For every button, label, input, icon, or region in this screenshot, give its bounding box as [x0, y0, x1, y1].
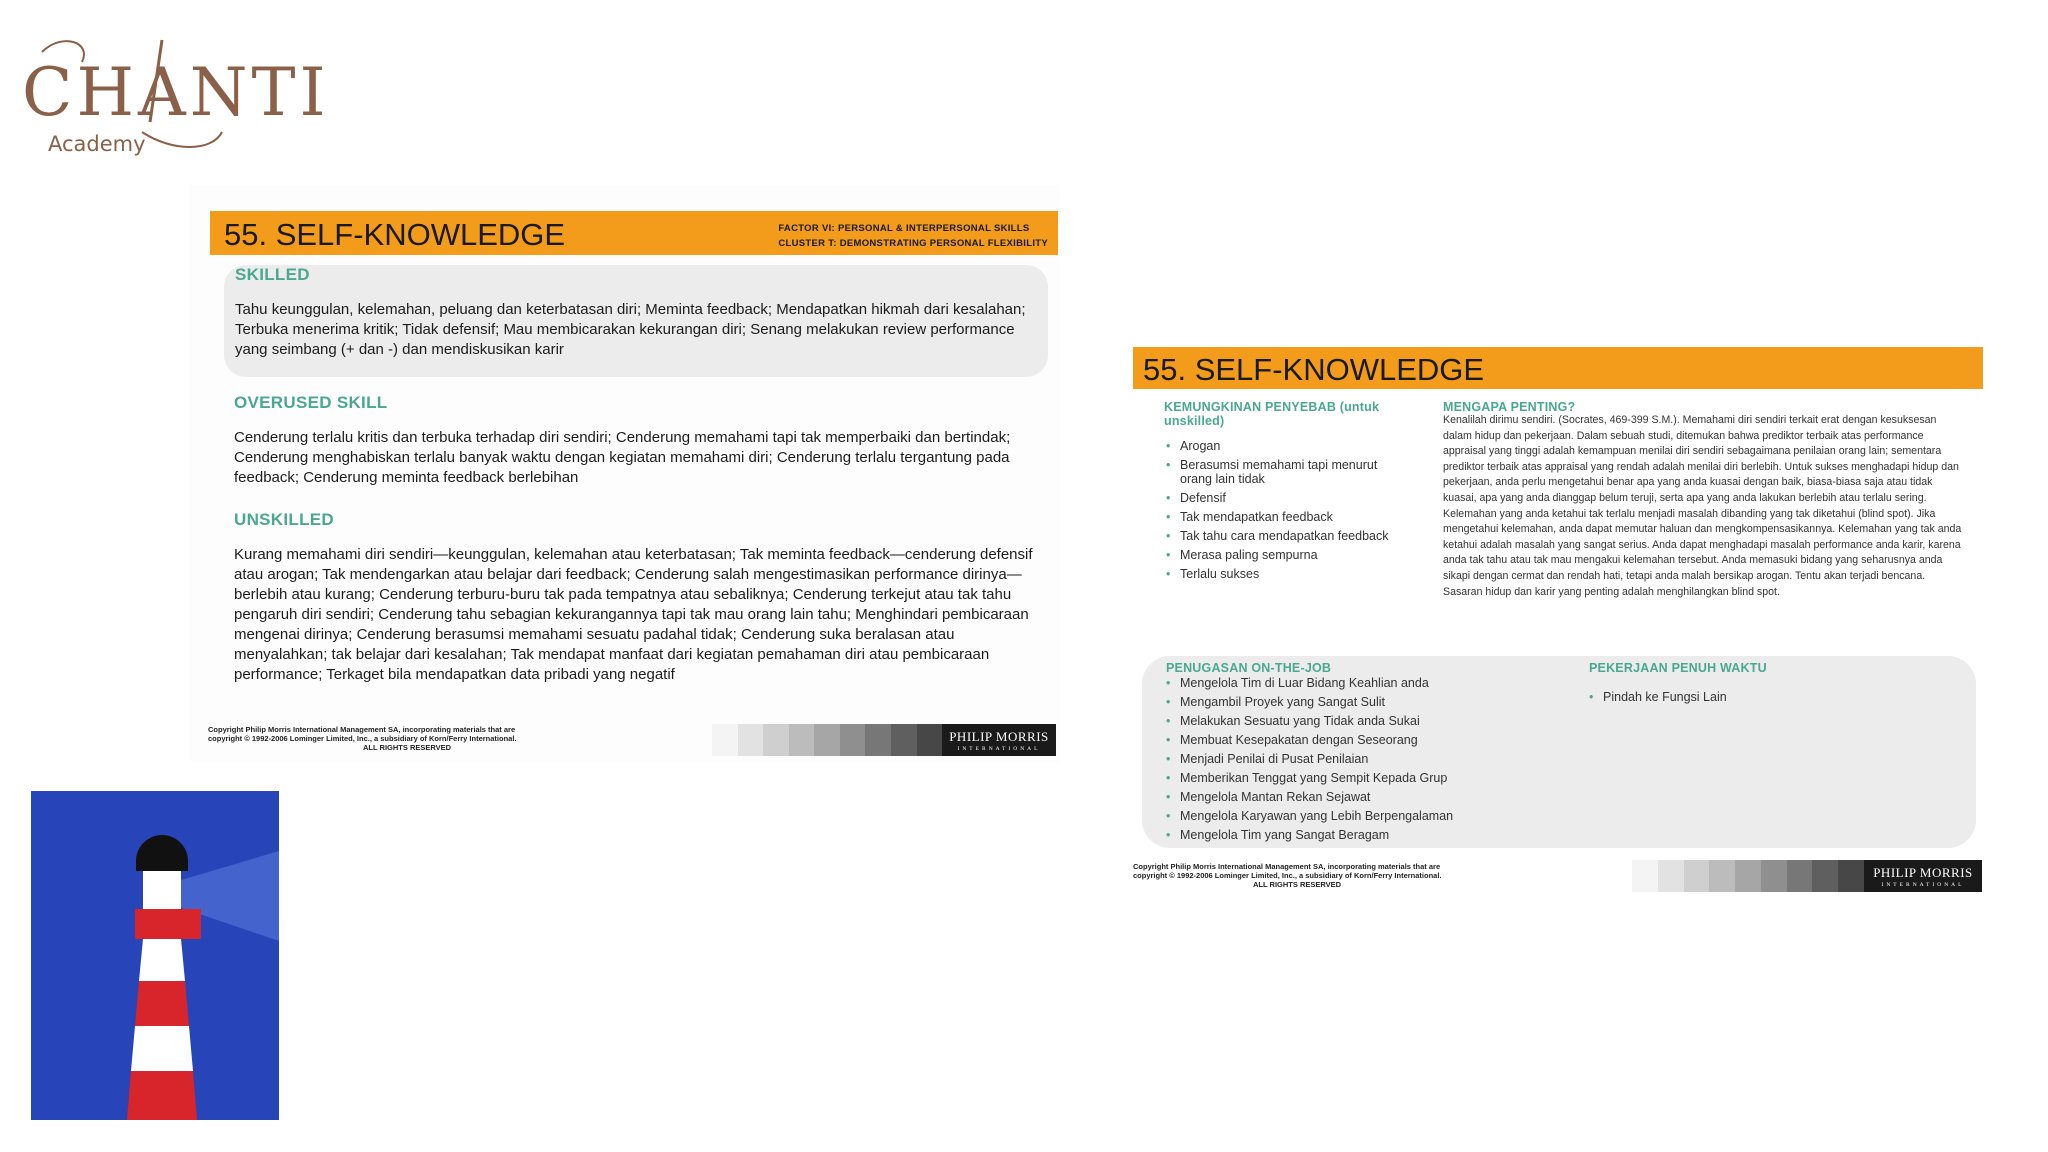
- list-item: • Defensif: [1164, 491, 1394, 505]
- factor-line: FACTOR VI: PERSONAL & INTERPERSONAL SKILLS: [778, 223, 1030, 234]
- pm-logo-line1: PHILIP MORRIS: [949, 729, 1049, 744]
- lighthouse-icon: [31, 791, 279, 1120]
- philip-morris-logo: [942, 724, 1056, 756]
- logo-wordmark: CHANTI: [22, 54, 330, 131]
- list-item: • Membuat Kesepakatan dengan Seseorang: [1164, 733, 1544, 748]
- cluster-line: CLUSTER T: DEMONSTRATING PERSONAL FLEXIBILITY: [778, 238, 1048, 249]
- pm-logo-line2: INTERNATIONAL: [1881, 882, 1965, 888]
- pm-logo-line2: INTERNATIONAL: [957, 746, 1041, 752]
- slide1-title-bar: [210, 211, 1058, 255]
- copyright-line-1: Copyright Philip Morris International Management SA, incorporating materials that are: [208, 725, 516, 734]
- skilled-text: Tahu keunggulan, kelemahan, peluang dan keterbatasan diri; Meminta feedback; Mendapatkan hikmah dari kesalahan; Terbuka menerima kritik; Tidak defensif; Mau membicarakan kekurangan diri; Senang melakukan review performance yang seimbang (+ dan -) dan mendiskusikan karir: [235, 301, 1026, 358]
- list-item: • Arogan: [1164, 439, 1394, 453]
- list-item: • Melakukan Sesuatu yang Tidak anda Sukai: [1164, 714, 1544, 729]
- list-item: • Merasa paling sempurna: [1164, 548, 1394, 562]
- list-item: • Mengambil Proyek yang Sangat Sulit: [1164, 695, 1544, 710]
- copyright-line-3: ALL RIGHTS RESERVED: [363, 743, 452, 752]
- chanti-academy-logo: [22, 32, 330, 162]
- copyright-line-1: Copyright Philip Morris International Management SA, incorporating materials that are: [1133, 862, 1441, 871]
- slide1-title: 55. SELF-KNOWLEDGE: [224, 217, 566, 252]
- skilled-heading: SKILLED: [235, 265, 310, 284]
- gray-gradient-bar: [712, 724, 942, 756]
- overused-heading: OVERUSED SKILL: [234, 393, 388, 412]
- job-list: [1164, 676, 1544, 847]
- logo-subtitle: Academy: [48, 132, 146, 156]
- causes-heading: KEMUNGKINAN PENYEBAB (untuk unskilled): [1164, 400, 1380, 428]
- copyright-line-3: ALL RIGHTS RESERVED: [1253, 880, 1342, 889]
- full-time-list: [1587, 690, 1887, 709]
- list-item: • Terlalu sukses: [1164, 567, 1394, 581]
- why-heading: MENGAPA PENTING?: [1443, 400, 1576, 414]
- full-time-heading: PEKERJAAN PENUH WAKTU: [1589, 661, 1767, 675]
- list-item: • Tak tahu cara mendapatkan feedback: [1164, 529, 1394, 543]
- slide2-title-bar: [1133, 347, 1983, 389]
- pm-logo-line1: PHILIP MORRIS: [1873, 865, 1973, 880]
- gray-gradient-bar: [1632, 860, 1864, 892]
- slide2-copyright: [1133, 862, 1493, 889]
- list-item: • Memberikan Tenggat yang Sempit Kepada Grup: [1164, 771, 1544, 786]
- unskilled-heading: UNSKILLED: [234, 510, 334, 529]
- copyright-line-2: copyright © 1992-2006 Lominger Limited, Inc., a subsidiary of Korn/Ferry International.: [208, 734, 517, 743]
- list-item: • Mengelola Tim di Luar Bidang Keahlian anda: [1164, 676, 1544, 691]
- slide1-copyright: [208, 725, 568, 752]
- list-item: • Mengelola Mantan Rekan Sejawat: [1164, 790, 1544, 805]
- unskilled-text: Kurang memahami diri sendiri—keunggulan, kelemahan atau keterbatasan; Tak meminta feedback—cenderung defensif atau arogan; Tak mendengarkan atau belajar dari feedback; Cenderung salah mengestimasikan performance dirinya—berlebih atau kurang; Cenderung terburu-buru tak pada tempatnya atau sebaliknya; Cenderung terkejut atau tak tahu pengaruh diri sendiri; Cenderung tahu sebagian kekurangannya tapi tak mau orang lain tahu; Menghindari pembicaraan mengenai dirinya; Cenderung berasumsi memahami sesuatu padahal tidak; Cenderung suka beralasan atau menyalahkan; tak belajar dari kesalahan; Tak mendapat manfaat dari kegiatan pemahaman diri atau pembicaraan performance; Terkaget bila mendapatkan data pribadi yang negatif: [234, 546, 1033, 683]
- slide2-title: 55. SELF-KNOWLEDGE: [1143, 352, 1485, 387]
- lighthouse-illustration: [31, 791, 279, 1120]
- causes-list: [1164, 439, 1394, 586]
- list-item: • Menjadi Penilai di Pusat Penilaian: [1164, 752, 1544, 767]
- slide-self-knowledge-2: [1130, 320, 1986, 900]
- overused-text: Cenderung terlalu kritis dan terbuka terhadap diri sendiri; Cenderung memahami tapi tak memperbaiki dan bertindak; Cenderung menghabiskan terlalu banyak waktu dengan kegiatan memahami diri; Cenderung terlalu tergantung pada feedback; Cenderung meminta feedback berlebihan: [234, 429, 1011, 486]
- philip-morris-logo: [1864, 860, 1982, 892]
- why-text: Kenalilah dirimu sendiri. (Socrates, 469-399 S.M.). Memahami diri sendiri terkait erat dengan kesuksesan dalam hidup dan pekerjaan. Dalam sebuah studi, ditemukan bahwa prediktor terbaik atas performance appraisal yang tinggi adalah kemampuan menilai diri sendiri sebagaimana penilaian orang lain; sementara prediktor terbaik atas appraisal yang rendah adalah menilai diri berlebih. Untuk sukses menghadapi hidup dan pekerjaan, anda perlu mengetahui benar apa yang anda kuasai dengan baik, biasa-biasa saja atau tidak kuasai, apa yang anda dianggap belum teruji, serta apa yang anda lakukan berlebih atau terlalu sering. Kelemahan yang anda ketahui tak terlalu menjadi masalah dibanding yang tak diketahui (blind spot). Jika mengetahui kelemahan, anda dapat memutar haluan dan mengkompensasikannya. Kelemahan yang tak anda ketahui adalah masalah yang sangat serius. Anda dapat menghadapi masalah performance anda karir, karena anda tak tahu atau tak mau mengakui kelemahan tersebut. Anda memasuki bidang yang seharusnya anda sikapi dengan cermat dan rendah hati, tetapi anda malah bersikap arogan. Tentu akan terjadi bencana. Sasaran hidup dan karir yang penting adalah menghilangkan blind spot.: [1443, 414, 1962, 598]
- list-item: • Berasumsi memahami tapi menurut orang lain tidak: [1164, 458, 1394, 486]
- slide-self-knowledge-1: [190, 185, 1060, 763]
- copyright-line-2: copyright © 1992-2006 Lominger Limited, Inc., a subsidiary of Korn/Ferry International.: [1133, 871, 1442, 880]
- job-heading: PENUGASAN ON-THE-JOB: [1166, 661, 1332, 675]
- list-item: • Pindah ke Fungsi Lain: [1587, 690, 1887, 704]
- list-item: • Mengelola Tim yang Sangat Beragam: [1164, 828, 1544, 843]
- list-item: • Mengelola Karyawan yang Lebih Berpengalaman: [1164, 809, 1544, 824]
- factor-cluster-label: [778, 221, 1048, 251]
- list-item: • Tak mendapatkan feedback: [1164, 510, 1394, 524]
